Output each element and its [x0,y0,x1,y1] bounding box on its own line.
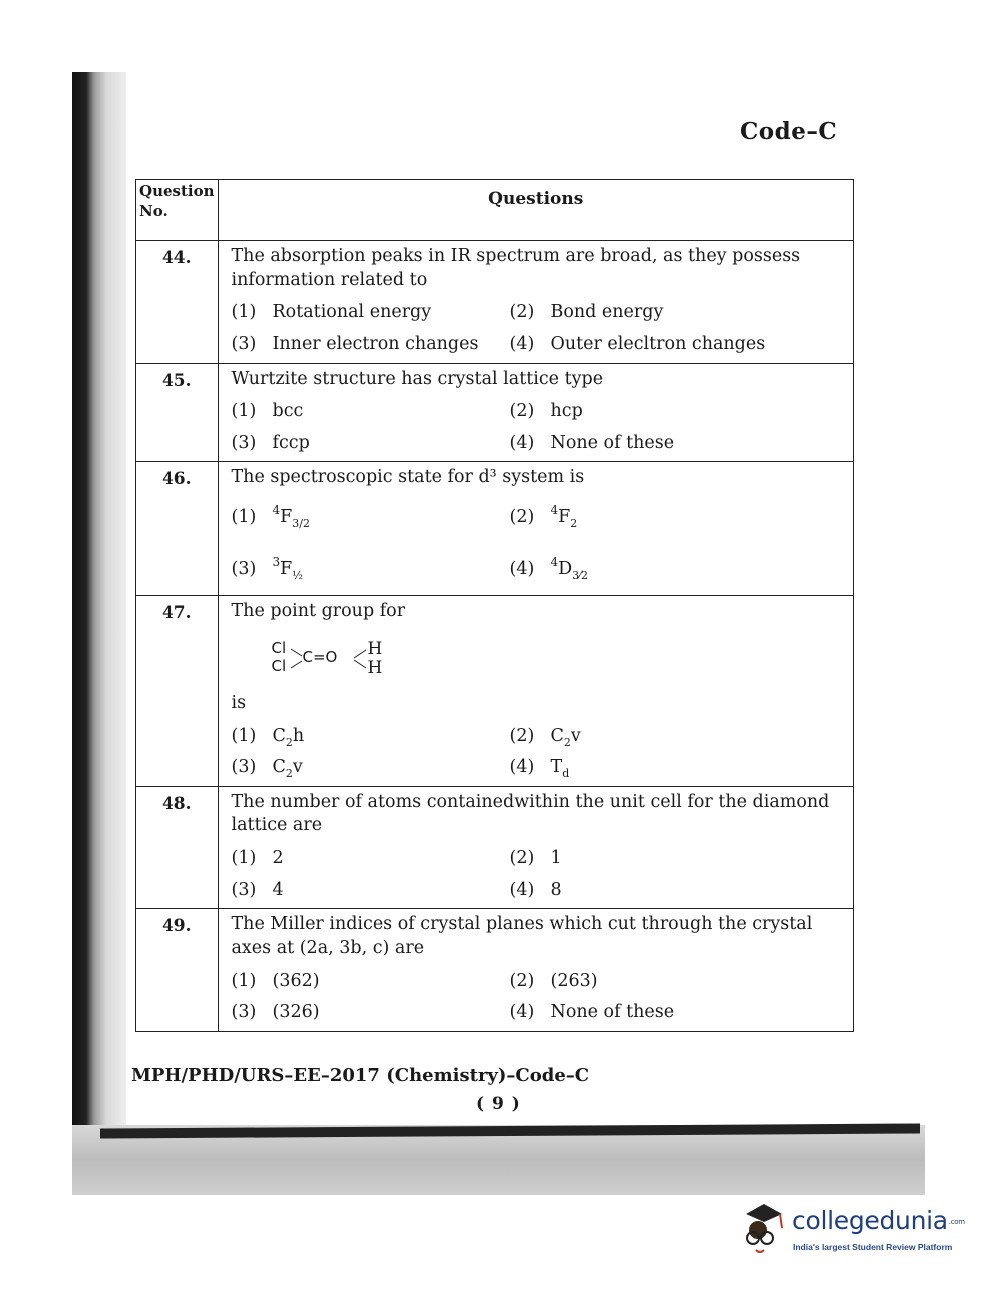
option: (4) None of these [509,432,675,453]
option: (4) Outer elecltron changes [509,333,766,354]
option: (2) 1 [509,848,562,868]
logo-wordmark: collegedunia.com [792,1206,965,1235]
option: (3) $C_2v$ [231,757,303,781]
question-number: 45. [136,363,219,462]
option: (4) $^4D_{3⁄2}$ [509,554,589,582]
option: (1) $^4F_{3/2}$ [231,503,310,530]
option: (3) Inner electron changes [231,333,479,354]
option: (2) $C_2v$ [509,725,581,749]
question-row [136,786,854,909]
question-number: 49. [136,909,219,1032]
header-questions: Questions [218,180,854,241]
scan-edge-shadow [72,72,126,1194]
molecule-structure: Cl Cl C=O H H [272,638,412,684]
table-header-row [136,180,854,241]
page-code: Code–C [740,118,838,145]
option: (2) hcp [509,401,583,422]
option: (4) None of these [509,1002,675,1023]
question-stem: The absorption peaks in IR spectrum are broad, as they possess information related to [231,246,801,290]
question-body [218,462,854,596]
question-body [218,596,854,787]
option: (2) $^4F_2$ [509,503,578,530]
question-stem-tail: is [231,692,247,713]
option: (3) $^3F_{\frac{1}{2}}$ [231,554,303,582]
option: (2) (263) [509,970,598,991]
question-stem: The point group for [231,601,406,622]
question-number: 47. [136,596,219,787]
question-stem: The Miller indices of crystal planes which cut through the crystal axes at (2a, 3b, c) are [231,914,813,958]
question-body [218,786,854,909]
mascot-icon [736,1198,792,1260]
option: (1) (362) [231,970,320,991]
question-stem: The spectroscopic state for d³ system is [231,467,585,488]
collegedunia-logo [736,1198,965,1260]
header-question-no: Question No. [136,180,219,241]
option: (3) fccp [231,432,310,453]
option: (1) bcc [231,401,304,422]
option: (3) 4 [231,879,284,900]
question-row [136,241,854,364]
logo-tagline: India's largest Student Review Platform [793,1242,953,1252]
question-row [136,462,854,596]
question-body [218,241,854,364]
page-number: ( 9 ) [476,1094,521,1114]
question-row [136,363,854,462]
option: (2) Bond energy [509,302,664,323]
question-body [218,909,854,1032]
footer-exam-code: MPH/PHD/URS–EE–2017 (Chemistry)–Code–C [131,1065,590,1086]
question-body [218,363,854,462]
option: (3) (326) [231,1002,320,1023]
structure-bonds [272,638,412,684]
option: (1) $C_2h$ [231,725,305,749]
option: (1) Rotational energy [231,302,432,323]
questions-table [135,179,854,1032]
question-row [136,909,854,1032]
question-number: 44. [136,241,219,364]
option: (4) 8 [509,879,562,900]
question-stem: The number of atoms containedwithin the unit cell for the diamond lattice are [231,791,830,836]
question-number: 48. [136,786,219,909]
question-number: 46. [136,462,219,596]
question-row [136,596,854,787]
question-stem: Wurtzite structure has crystal lattice type [231,368,604,389]
option: (1) 2 [231,848,284,868]
option: (4) $T_d$ [509,757,570,781]
